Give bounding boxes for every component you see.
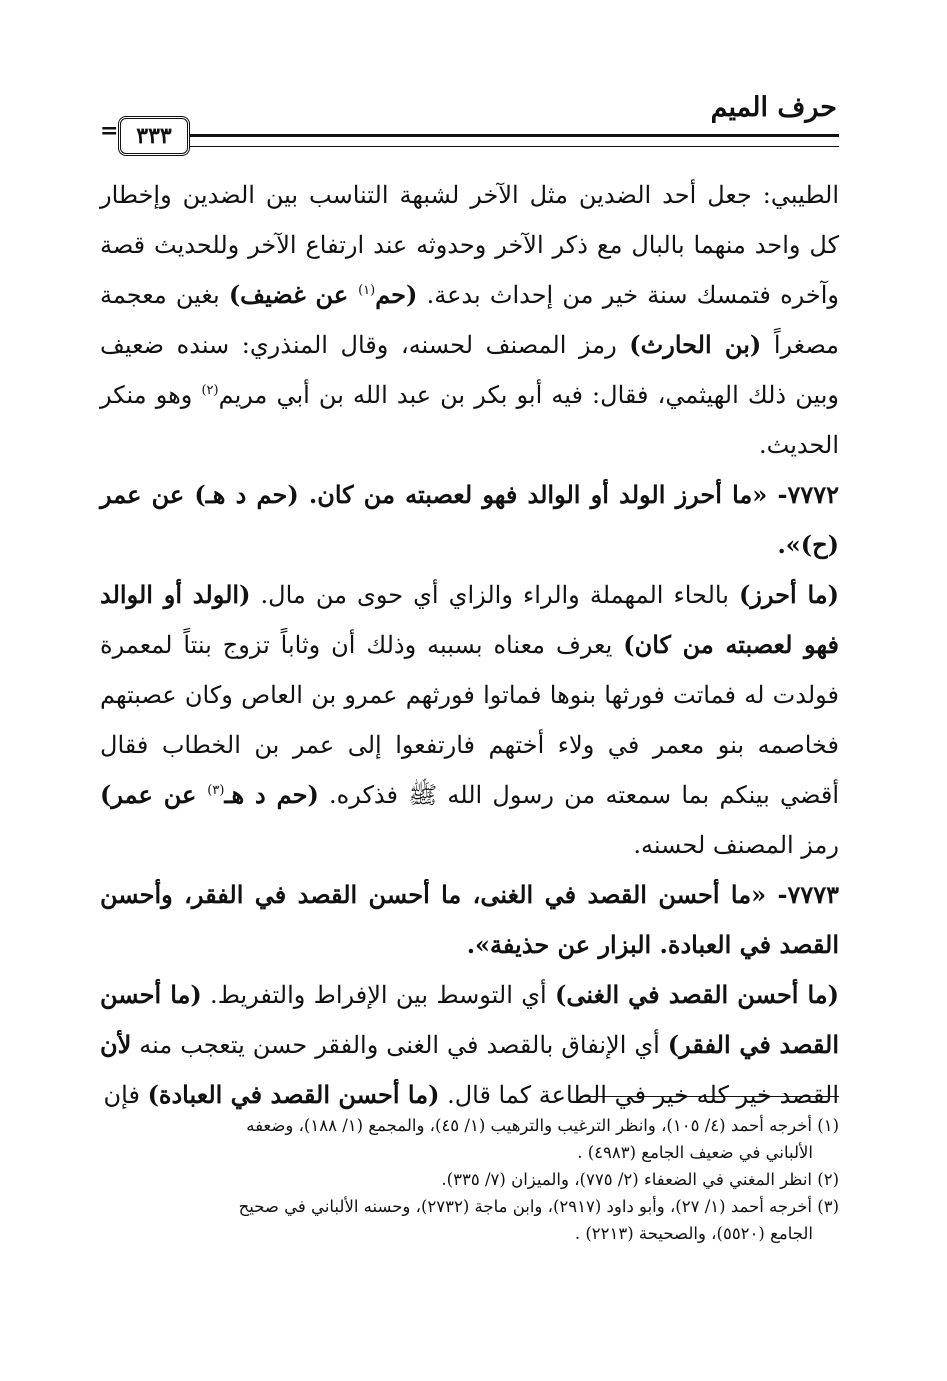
paragraph-commentary-1: الطيبي: جعل أحد الضدين مثل الآخر لشبهة التناسب بين الضدين وإخطار كل واحد منهما بالبال مع ذكر الآخر وحدوثه عند ارتفاع الآخر وللحديث قصة وآخره فتمسك سنة خير من إحداث بدعة. (حم$^{(١)}$ عن غضيف) بغين معجمة مصغراً (بن الحارث) رمز المصنف لحسنه، وقال المنذري: سنده ضعيف وبين ذلك الهيثمي، فقال: فيه أبو بكر بن عبد الله بن أبي مريم$^{(٢)}$ وهو منكر الحديث.: [100, 181, 840, 459]
footnote-1: (١) أخرجه أحمد (٤/ ١٠٥)، وانظر الترغيب والترهيب (١/ ٤٥)، والمجمع (١/ ١٨٨)، وضعفه: [246, 1116, 839, 1135]
hadith-7773: ٧٧٧٣- «ما أحسن القصد في الغنى، ما أحسن القصد في الفقر، وأحسن القصد في العبادة. البزار عن حذيفة».: [100, 880, 839, 959]
footnote-rule: [580, 1096, 839, 1097]
running-title: حرف الميم: [710, 92, 837, 123]
main-text: [100, 170, 839, 1120]
footnote-ref-2[interactable]: (٢): [201, 383, 219, 398]
footnotes: [100, 1112, 839, 1247]
paragraph-commentary-2: (ما أحرز) بالحاء المهملة والراء والزاي أي حوى من مال. (الولد أو الوالد فهو لعصبته من كان) يعرف معناه بسببه وذلك أن وثاباً تزوج بنتاً لمعمرة فولدت له فماتت فورثها بنوها فماتوا فورثهم عمرو بن العاص وكان عصبتهم فخاصمه بنو معمر في ولاء أختهم فارتفعوا إلى عمر بن الخطاب فقال أقضي بينكم بما سمعته من رسول الله ﷺ فذكره. (حم د هـ$^{(٣)}$ عن عمر) رمز المصنف لحسنه.: [100, 580, 840, 859]
footnote-3: (٣) أخرجه أحمد (١/ ٢٧)، وأبو داود (٢٩١٧)، وابن ماجة (٢٧٣٢)، وحسنه الألباني في صحيح: [238, 1197, 839, 1216]
page-number: ٣٣٣: [118, 116, 190, 156]
hadith-7772: ٧٧٧٢- «ما أحرز الولد أو الوالد فهو لعصبته من كان. (حم د هـ) عن عمر (ح)».: [100, 480, 839, 559]
footnote-1-cont: الألباني في ضعيف الجامع (٤٩٨٣) .: [577, 1143, 813, 1162]
paragraph-commentary-3: (ما أحسن القصد في الغنى) أي التوسط بين الإفراط والتفريط. (ما أحسن القصد في الفقر) أي الإنفاق بالقصد في الغنى والفقر حسن يتعجب منه لأن القصد خير كله خير في الطاعة كما قال. (ما أحسن القصد في العبادة) فإن: [100, 980, 840, 1109]
footnote-2: (٢) انظر المغني في الضعفاء (٢/ ٧٧٥)، والميزان (٧/ ٣٣٥).: [441, 1170, 839, 1189]
footnote-3-cont: الجامع (٥٥٢٠)، والصحيحة (٢٢١٣) .: [574, 1224, 813, 1243]
header-marker: =: [100, 118, 119, 144]
footnote-ref-3[interactable]: (٣): [207, 783, 225, 798]
header-rule: [190, 134, 839, 147]
footnote-ref-1[interactable]: (١): [358, 283, 376, 298]
